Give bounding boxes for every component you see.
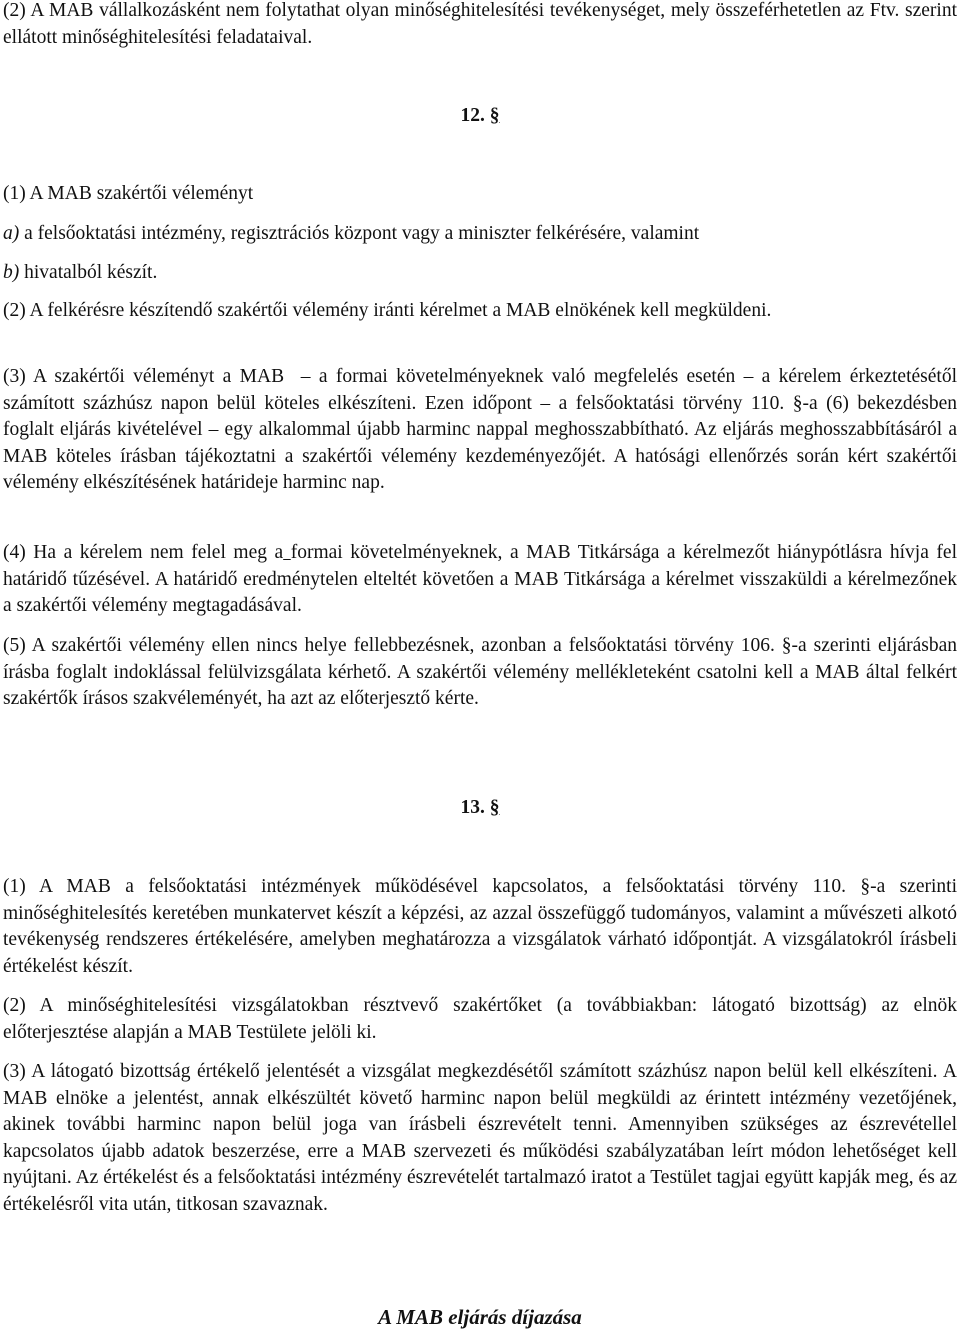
section-12-paragraph-2: (2) A felkérésre készítendő szakértői vélemény iránti kérelmet a MAB elnökének kell megküldeni. [3,300,772,321]
paragraph-prev-2: (2) A MAB vállalkozásként nem folytathat olyan minőséghitelesítési tevékenységet, mely összeférhetetlen az Ftv. szerint ellátott minőséghitelesítési feladataival. [3,0,957,48]
section-12-heading [0,103,960,129]
section-13-paragraph-2: (2) A minőséghitelesítési vizsgálatokban résztvevő szakértőket (a továbbiakban: látogató bizottság) az elnök előterjesztése alapján a MAB Testülete jelöli ki. [3,995,957,1043]
section-13-sign: § [489,797,500,818]
section-13-paragraph-1: (1) A MAB a felsőoktatási intézmények működésével kapcsolatos, a felsőoktatási törvény 110. §-a szerinti minőséghitelesítés keretében munkatervet készít a képzési, az azzal összefüggő tudományos, valamint a művészeti alkotó tevékenység rendszeres értékelésére, amelyben meghatározza a vizsgálatok várható időpontját. A vizsgálatokról írásbeli értékelést készít. [3,876,957,977]
section-12-paragraph-1-a [3,221,957,248]
item-b-text: hivatalból készít. [19,262,158,283]
next-section-title: A MAB eljárás díjazása [378,1305,582,1329]
section-12-number: 12. [460,105,485,126]
item-b-label: b) [3,262,20,283]
section-12-paragraph-1-b [3,260,957,287]
section-13-number: 13. [460,797,485,818]
section-12-paragraph-5: (5) A szakértői vélemény ellen nincs helye fellebbezésnek, azonban a felsőoktatási törvény 106. §-a szerinti eljárásban írásba foglalt indoklással felülvizsgálata kérhető. A szakértői vélemény mellékleteként csatolni kell a MAB által felkért szakértők írásos szakvéleményét, ha azt az előterjesztő kérte. [3,635,957,709]
section-12-paragraph-1-intro: (1) A MAB szakértői véleményt [3,183,254,204]
item-a-text: a felsőoktatási intézmény, regisztrációs központ vagy a miniszter felkérésére, valamint [19,223,700,244]
section-12-paragraph-3: (3) A szakértői véleményt a MAB – a formai követelményeknek való megfelelés esetén – a kérelem érkeztetésétől számított százhúsz napon belül köteles elkészíteni. Ezen időpont – a felsőoktatási törvény 110. §-a (6) bekezdésben foglalt eljárás kivételével – egy alkalommal újabb harminc nappal meghosszabbítható. Az eljárás meghosszabbításáról a MAB köteles írásban tájékoztatni a szakértői vélemény kezdeményezőjét. A hatósági ellenőrzés során kért szakértői vélemény elkészítésének határideje harminc nap. [3,366,957,493]
section-12-paragraph-4 [3,540,957,620]
paragraph-4-start: (4) Ha a kérelem nem felel meg a [3,542,284,563]
section-12-sign: § [489,105,500,126]
paragraph-4-rest: formai követelményeknek, a MAB Titkársága a kérelmezőt hiánypótlásra hívja fel határidő tűzésével. A határidő eredménytelen elteltét követően a MAB Titkársága a kérelmet visszaküldi a kérelmezőnek a szakértői vélemény megtagadásával. [3,542,957,616]
paragraph-4-underlined-space [283,542,291,563]
section-13-heading [0,795,960,821]
section-13-paragraph-3: (3) A látogató bizottság értékelő jelentését a vizsgálat megkezdésétől számított százhúsz napon belül kell elkészíteni. A MAB elnöke a jelentést, annak elkészültét követő harminc napon belül megküldi az érintett intézmény vezetőjének, akinek további harminc napon belül joga van írásbeli észrevételt tenni. Amennyiben szükséges az észrevétellel kapcsolatos újabb adatok beszerzése, erre a MAB szervezeti és működési szabályzatában leírt módon lehetőséget kell nyújtani. Az értékelést és a felsőoktatási intézmény észrevételét tartalmazó iratot a Testület tagjai együtt kapják meg, és az értékelésről vita után, titkosan szavaznak. [3,1061,957,1215]
item-a-label: a) [3,223,20,244]
